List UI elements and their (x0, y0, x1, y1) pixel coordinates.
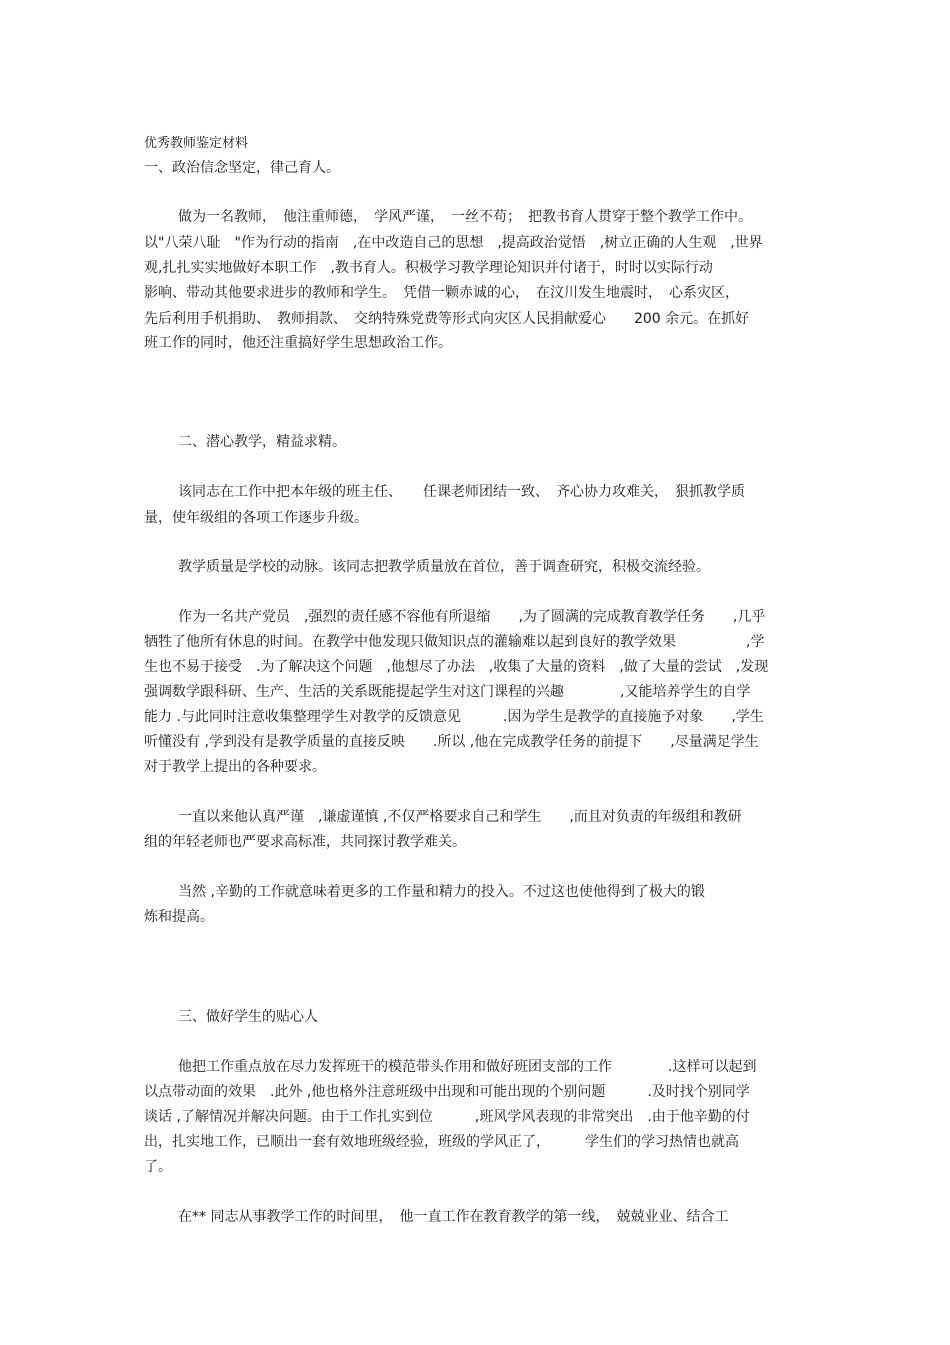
section-1-heading: 一、政治信念坚定，律己育人。 (144, 160, 340, 176)
paragraph-line: 听懂没有 ,学到没有是教学质量的直接反映 .所以 ,他在完成教学任务的前提下 ,尽量满足学生 (144, 734, 759, 750)
paragraph-line: 一直以来他认真严谨 ,谦虚谨慎 ,不仅严格要求自己和学生 ,而且对负责的年级组和教研 (178, 809, 742, 825)
paragraph-line: 班工作的同时，他还注重搞好学生思想政治工作。 (144, 335, 452, 351)
paragraph-line: 炼和提高。 (144, 909, 214, 925)
paragraph-line: 以"八荣八耻 "作为行动的指南 ,在中改造自己的思想 ,提高政治觉悟 ,树立正确的人生观 ,世界 (144, 235, 763, 251)
paragraph-line: 在** 同志从事教学工作的时间里， 他一直工作在教育教学的第一线， 兢兢业业、结合工 (178, 1209, 729, 1225)
section-2-heading: 二、潜心教学，精益求精。 (178, 434, 346, 450)
paragraph-line: 该同志在工作中把本年级的班主任、 任课老师团结一致、 齐心协力攻难关， 狠抓教学质 (178, 484, 745, 500)
paragraph-line: 组的年轻老师也严要求高标准，共同探讨教学难关。 (144, 834, 466, 850)
section-3-heading: 三、做好学生的贴心人 (178, 1009, 318, 1025)
paragraph-line: 观,扎扎实实地做好本职工作 ,教书育人。积极学习教学理论知识并付诸于，时时以实际行动 (144, 260, 713, 276)
paragraph-line: 先后利用手机捐助、 教师捐款、 交纳特殊党费等形式向灾区人民捐献爱心 200 余元。在抓好 (144, 311, 750, 327)
paragraph-line: 强调数学跟科研、生产、生活的关系既能提起学生对这门课程的兴趣 ,又能培养学生的自学 (144, 684, 751, 700)
paragraph-line: 以点带动面的效果 .此外 ,他也格外注意班级中出现和可能出现的个别问题 .及时找个别同学 (144, 1084, 750, 1100)
paragraph-line: 他把工作重点放在尽力发挥班干的模范带头作用和做好班团支部的工作 .这样可以起到 (178, 1059, 757, 1075)
paragraph-line: 教学质量是学校的动脉。该同志把教学质量放在首位，善于调查研究，积极交流经验。 (178, 559, 710, 575)
paragraph-line: 量，使年级组的各项工作逐步升级。 (144, 510, 368, 526)
document-title: 优秀教师鉴定材料 (144, 136, 249, 151)
paragraph-line: 牺牲了他所有休息的时间。在教学中他发现只做知识点的灌输难以起到良好的教学效果 ,学 (144, 634, 765, 650)
paragraph-line: 当然 ,辛勤的工作就意味着更多的工作量和精力的投入。不过这也使他得到了极大的锻 (178, 884, 705, 900)
paragraph-line: 出，扎实地工作，已顺出一套有效地班级经验，班级的学风正了， 学生们的学习热情也就高 (144, 1134, 739, 1150)
paragraph-line: 做为一名教师， 他注重师德， 学风严谨， 一丝不苟； 把教书育人贯穿于整个教学工作中。 (178, 209, 752, 225)
paragraph-line: 了。 (144, 1159, 172, 1175)
paragraph-line: 对于教学上提出的各种要求。 (144, 759, 326, 775)
paragraph-line: 影响、带动其他要求进步的教师和学生。 凭借一颗赤诚的心， 在汶川发生地震时， 心系灾区， (144, 285, 739, 301)
paragraph-line: 谈话 ,了解情况并解决问题。由于工作扎实到位 ,班风学风表现的非常突出 .由于他辛勤的付 (144, 1109, 750, 1125)
paragraph-line: 生也不易于接受 .为了解决这个问题 ,他想尽了办法 ,收集了大量的资料 ,做了大量的尝试 ,发现 (144, 659, 769, 675)
paragraph-line: 能力 .与此同时注意收集整理学生对教学的反馈意见 .因为学生是教学的直接施予对象 ,学生 (144, 709, 764, 725)
paragraph-line: 作为一名共产党员 ,强烈的责任感不容他有所退缩 ,为了圆满的完成教育教学任务 ,几乎 (178, 609, 766, 625)
